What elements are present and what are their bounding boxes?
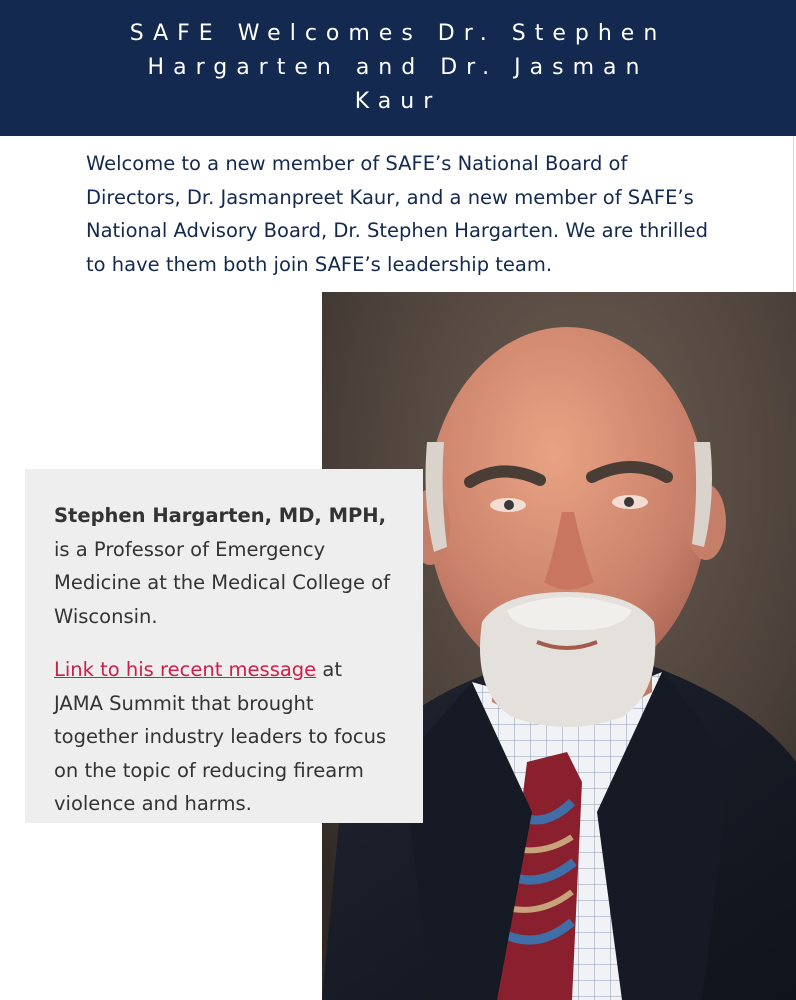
bio-message [54, 653, 395, 821]
right-divider [793, 136, 794, 292]
header-banner [0, 0, 796, 136]
bio-name: Stephen Hargarten, MD, MPH, [54, 504, 386, 527]
bio-message-text: at JAMA Summit that brought together industry leaders to focus on the topic of reducing firearm violence and harms. [54, 658, 387, 815]
bio-intro [54, 499, 395, 633]
page-title: SAFE Welcomes Dr. Stephen Hargarten and Dr. Jasman Kaur [129, 21, 667, 114]
bio-card [25, 469, 423, 823]
intro-paragraph: Welcome to a new member of SAFE’s National Board of Directors, Dr. Jasmanpreet Kaur, and a new member of SAFE’s National Advisory Board, Dr. Stephen Hargarten. We are thrilled to have them both join SAFE’s leadership team. [86, 152, 709, 276]
bio-description: is a Professor of Emergency Medicine at the Medical College of Wisconsin. [54, 537, 390, 628]
recent-message-link[interactable]: Link to his recent message [54, 658, 317, 681]
